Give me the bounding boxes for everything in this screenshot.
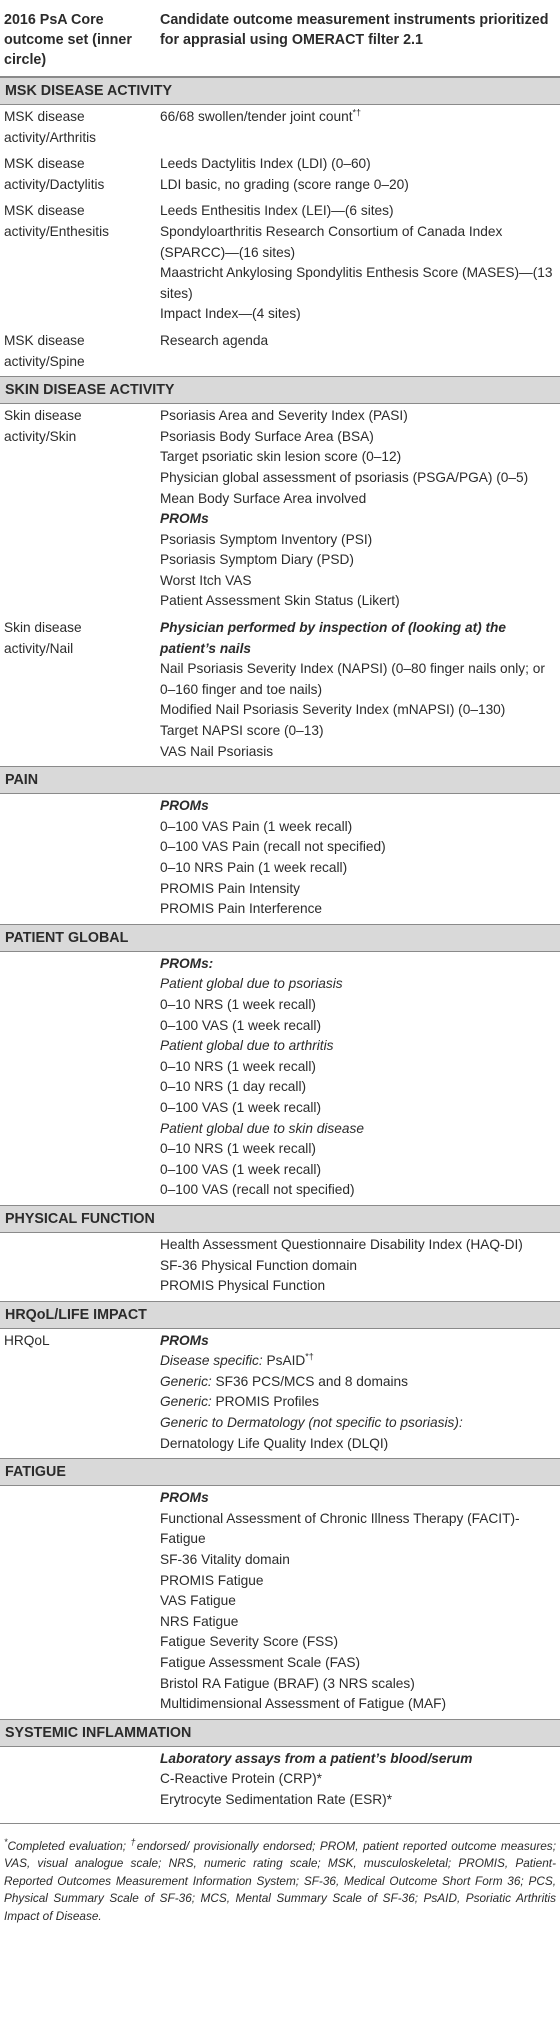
category-label: Generic:	[160, 1373, 212, 1389]
header-candidate-instruments: Candidate outcome measurement instruments prioritized for apprasial using OMERACT filter 2.1	[140, 6, 560, 77]
table-row	[0, 1232, 560, 1301]
table-row	[0, 1486, 560, 1720]
instrument-item: NRS Fatigue	[160, 1613, 239, 1629]
proms-subheading: PROMs	[160, 511, 209, 527]
row-instruments	[140, 199, 560, 329]
instrument-item: Target psoriatic skin lesion score (0–12)	[160, 449, 402, 465]
instrument-item: 0–10 NRS (1 week recall)	[160, 996, 316, 1012]
outcome-table	[0, 6, 560, 1815]
instrument-item: 0–10 NRS (1 week recall)	[160, 1058, 316, 1074]
table-row	[0, 616, 560, 767]
instrument-item: SF-36 Physical Function domain	[160, 1257, 358, 1273]
footnote-mark: *†	[352, 107, 362, 118]
instrument-item: Leeds Enthesitis Index (LEI)—(6 sites)	[160, 203, 394, 219]
footnote-mark: *†	[305, 1351, 314, 1362]
instrument-item: Leeds Dactylitis Index (LDI) (0–60)	[160, 156, 371, 172]
instrument-item: Fatigue Assessment Scale (FAS)	[160, 1655, 361, 1670]
instrument-item: PROMIS Pain Intensity	[160, 880, 300, 896]
table-row	[0, 199, 560, 329]
table-row	[0, 152, 560, 199]
category-label: Generic:	[160, 1394, 212, 1410]
section-header-pain: PAIN	[0, 767, 560, 794]
row-label: MSK disease activity/Spine	[4, 332, 85, 369]
instrument-item: Modified Nail Psoriasis Severity Index (mNAPSI) (0–130)	[160, 702, 506, 718]
instrument-item: PROMIS Physical Function	[160, 1278, 326, 1294]
row-label	[0, 951, 140, 1205]
instrument-item: SF36 PCS/MCS and 8 domains	[211, 1373, 409, 1389]
instrument-item: PsAID	[262, 1353, 306, 1369]
category-label: Disease specific:	[160, 1353, 263, 1369]
table-header-row	[0, 6, 560, 77]
instrument-item: 0–100 VAS Pain (1 week recall)	[160, 818, 353, 834]
section-header-skin: SKIN DISEASE ACTIVITY	[0, 377, 560, 404]
row-label	[0, 1232, 140, 1301]
instrument-item: VAS Fatigue	[160, 1593, 236, 1609]
instrument-item: 0–100 VAS Pain (recall not specified)	[160, 839, 386, 855]
row-label: Skin disease activity/Nail	[4, 620, 82, 656]
instrument-item: Target NAPSI score (0–13)	[160, 723, 324, 739]
instrument-item: 66/68 swollen/tender joint count	[160, 109, 353, 124]
row-instruments	[140, 329, 560, 377]
instrument-item: 0–10 NRS Pain (1 week recall)	[160, 860, 348, 875]
group-subheading: Patient global due to psoriasis	[160, 976, 343, 992]
instrument-item: Mean Body Surface Area involved	[160, 490, 367, 506]
table-row	[0, 1328, 560, 1459]
instrument-item: Health Assessment Questionnaire Disability Index (HAQ-DI)	[160, 1236, 523, 1252]
instrument-item: Dernatology Life Quality Index (DLQI)	[160, 1435, 389, 1451]
row-label: HRQoL	[4, 1332, 50, 1348]
row-instruments	[140, 616, 560, 767]
instrument-item: Worst Itch VAS	[160, 572, 252, 588]
row-label: Skin disease activity/Skin	[4, 408, 82, 444]
instrument-item: LDI basic, no grading (score range 0–20)	[160, 176, 409, 192]
inspection-subheading: Physician performed by inspection of (looking at) the patient’s nails	[160, 620, 507, 656]
table-row	[0, 329, 560, 377]
instrument-item: PROMIS Fatigue	[160, 1572, 264, 1588]
table-row	[0, 951, 560, 1205]
row-instruments	[140, 404, 560, 616]
group-subheading: Patient global due to skin disease	[160, 1120, 364, 1136]
proms-subheading: PROMs	[160, 1332, 209, 1348]
instrument-item: Functional Assessment of Chronic Illness Therapy (FACIT)-Fatigue	[160, 1510, 520, 1547]
instrument-item: Maastricht Ankylosing Spondylitis Enthesis Score (MASES)—(13 sites)	[160, 265, 553, 301]
instrument-item: PROMIS Pain Interference	[160, 901, 323, 917]
proms-subheading: PROMs	[160, 798, 209, 814]
instrument-item: 0–10 NRS (1 day recall)	[160, 1079, 307, 1095]
instrument-item: Psoriasis Body Surface Area (BSA)	[160, 428, 374, 444]
row-label	[0, 1486, 140, 1720]
instrument-item: Physician global assessment of psoriasis (PSGA/PGA) (0–5)	[160, 469, 529, 485]
row-label	[0, 794, 140, 925]
instrument-item: Nail Psoriasis Severity Index (NAPSI) (0–80 finger nails only; or 0–160 finger and toe nails)	[160, 661, 545, 697]
instrument-item: Spondyloarthritis Research Consortium of Canada Index (SPARCC)—(16 sites)	[160, 223, 503, 260]
instrument-item: Fatigue Severity Score (FSS)	[160, 1634, 338, 1650]
category-label: Generic to Dermatology (not specific to psoriasis):	[160, 1415, 463, 1431]
section-header-hrqol: HRQoL/LIFE IMPACT	[0, 1301, 560, 1328]
footnote-mark: †	[130, 1836, 137, 1847]
table-row	[0, 404, 560, 616]
section-header-msk: MSK DISEASE ACTIVITY	[0, 77, 560, 105]
proms-subheading: PROMs:	[160, 955, 214, 971]
instrument-item: C-Reactive Protein (CRP)*	[160, 1771, 323, 1787]
row-label: MSK disease activity/Arthritis	[4, 109, 97, 145]
row-instruments	[140, 1746, 560, 1814]
instrument-item: PROMIS Profiles	[211, 1394, 319, 1410]
row-label: MSK disease activity/Enthesitis	[4, 203, 109, 239]
table-footnote	[0, 1823, 560, 1926]
instrument-item: Research agenda	[160, 332, 269, 348]
section-header-patient-global: PATIENT GLOBAL	[0, 924, 560, 951]
row-instruments	[140, 152, 560, 199]
instrument-item: Erytrocyte Sedimentation Rate (ESR)*	[160, 1791, 393, 1807]
instrument-item: Bristol RA Fatigue (BRAF) (3 NRS scales)	[160, 1675, 415, 1691]
row-instruments	[140, 1328, 560, 1459]
footnote-mark: *	[4, 1836, 8, 1847]
instrument-item: 0–10 NRS (1 week recall)	[160, 1141, 316, 1157]
instrument-item: 0–100 VAS (1 week recall)	[160, 1017, 322, 1033]
row-instruments	[140, 1232, 560, 1301]
instrument-item: SF-36 Vitality domain	[160, 1552, 290, 1568]
row-label	[0, 1746, 140, 1814]
instrument-item: 0–100 VAS (1 week recall)	[160, 1099, 322, 1115]
row-instruments	[140, 951, 560, 1205]
lab-assays-subheading: Laboratory assays from a patient’s blood/serum	[160, 1750, 473, 1766]
table-row	[0, 105, 560, 153]
instrument-item: Psoriasis Symptom Diary (PSD)	[160, 552, 354, 568]
instrument-item: Psoriasis Area and Severity Index (PASI)	[160, 408, 408, 424]
table-row	[0, 794, 560, 925]
footnote-text: endorsed/ provisionally endorsed; PROM, patient reported outcome measures; VAS, visual analogue scale; NRS, numeric rating scale; MSK, musculoskeletal; PROMIS, Patient-Reported Outcomes Measurement Information System; SF-36, Medical Outcome Short Form 36; PCS, Physical Summary Scale of SF-36; MCS, Mental Summary Scale of SF-36; PsAID, Psoriatic Arthritis Impact of Disease.	[4, 1838, 556, 1923]
instrument-item: Multidimensional Assessment of Fatigue (MAF)	[160, 1696, 447, 1712]
footnote-text: Completed evaluation;	[7, 1838, 131, 1853]
header-core-set: 2016 PsA Core outcome set (inner circle)	[0, 6, 140, 77]
table-row	[0, 1746, 560, 1814]
instrument-item: Impact Index—(4 sites)	[160, 306, 301, 322]
instrument-item: VAS Nail Psoriasis	[160, 743, 274, 759]
instrument-item: 0–100 VAS (recall not specified)	[160, 1182, 355, 1198]
instrument-item: 0–100 VAS (1 week recall)	[160, 1161, 322, 1177]
row-instruments	[140, 794, 560, 925]
row-instruments	[140, 105, 560, 153]
section-header-fatigue: FATIGUE	[0, 1459, 560, 1486]
instrument-item: Patient Assessment Skin Status (Likert)	[160, 593, 400, 609]
row-label: MSK disease activity/Dactylitis	[4, 156, 105, 192]
proms-subheading: PROMs	[160, 1490, 209, 1506]
row-instruments	[140, 1486, 560, 1720]
group-subheading: Patient global due to arthritis	[160, 1038, 334, 1054]
section-header-systemic-inflammation: SYSTEMIC INFLAMMATION	[0, 1719, 560, 1746]
section-header-physical-function: PHYSICAL FUNCTION	[0, 1205, 560, 1232]
instrument-item: Psoriasis Symptom Inventory (PSI)	[160, 531, 373, 547]
